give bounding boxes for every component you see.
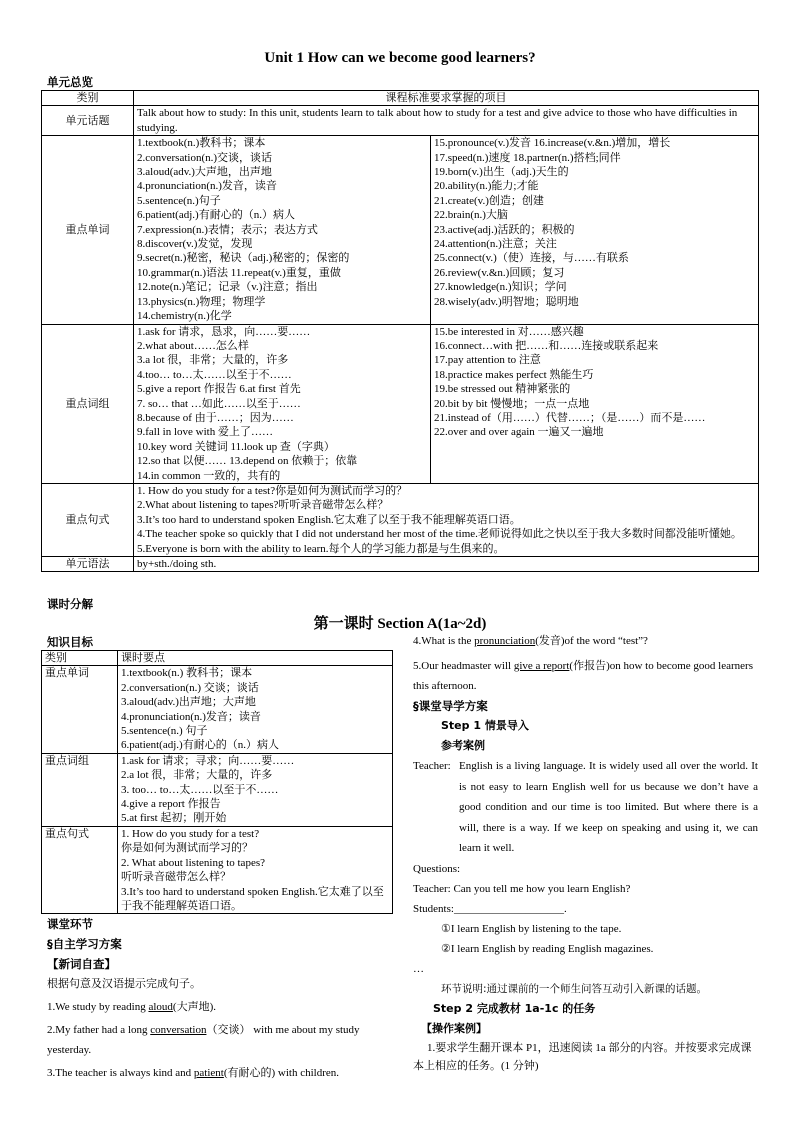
- row-label: 重点单词: [42, 666, 118, 753]
- list-item: 16.connect…with 把……和……连接或联系起来: [434, 339, 659, 352]
- list-item: 1. How do you study for a test?你是如何为测试而学习的？: [137, 484, 408, 497]
- list-item: 19.born(v.)出生（adj.)天生的: [434, 166, 569, 179]
- overview-heading: 单元总览: [47, 75, 93, 89]
- list-item: 5.sentence(n.)句子: [137, 194, 221, 207]
- list-item: 4.too… to…太……以至于不……: [137, 368, 292, 381]
- table-row: [42, 753, 393, 826]
- phrases-left: [134, 324, 431, 483]
- list-item: 15.pronounce(v.)发音 16.increase(v.&n.)增加，增长: [434, 137, 671, 150]
- list-item: 5.give a report 作报告 6.at first 首先: [137, 383, 301, 396]
- self-study-heading: §自主学习方案: [47, 937, 122, 951]
- table-row: [42, 666, 393, 753]
- list-item: 5.Everyone is born with the ability to learn.每个人的学习能力都是与生俱来的。: [137, 542, 505, 555]
- question-1: [47, 997, 397, 1017]
- row-label: 重点句式: [42, 826, 118, 913]
- words-row: [42, 136, 759, 324]
- list-item: 10.key word 关键词 11.look up 查（字典）: [137, 440, 335, 453]
- list-item: 2.What about listening to tapes?听听录音磁带怎么样？: [137, 499, 389, 512]
- list-item: 22.over and over again 一遍又一遍地: [434, 426, 604, 439]
- list-item: 4.pronunciation(n.)发音；读音: [121, 710, 261, 723]
- teacher-question: Teacher: Can you tell me how you learn English?: [413, 882, 631, 895]
- list-item: 5.sentence(n.) 句子: [121, 725, 208, 738]
- answer-2: ②I learn English by reading English magazines.: [441, 942, 654, 955]
- answer-1: ①I learn English by listening to the tape.: [441, 922, 622, 935]
- new-words-heading: 【新词自查】: [47, 957, 116, 971]
- note-text: 环节说明:通过课前的一个师生问答互动引入新课的话题。: [441, 982, 708, 995]
- list-item: 3.aloud(adv.)大声地，出声地: [137, 166, 272, 179]
- header-items: 课程标准要求掌握的项目: [134, 91, 759, 106]
- lesson-heading: 课时分解: [47, 597, 93, 611]
- list-item: 你是如何为测试而学习的？: [121, 842, 253, 855]
- sentences-cell: [134, 483, 759, 556]
- words-left: [134, 136, 431, 324]
- list-item: 25.connect(v.)（使）连接，与……有联系: [434, 252, 629, 265]
- list-item: 14.in common 一致的，共有的: [137, 469, 281, 482]
- list-item: 3.It’s too hard to understand spoken English.它太难了以至于我不能理解英语口语。: [121, 885, 384, 912]
- table-header-row: [42, 651, 393, 666]
- guide-heading: §课堂导学方案: [413, 699, 488, 713]
- q5-answer: give a report: [513, 660, 570, 672]
- q3-text: 3.The teacher is always kind and: [47, 1067, 194, 1079]
- list-item: 2. What about listening to tapes?: [121, 856, 265, 869]
- q4-answer: pronunciation: [474, 635, 536, 647]
- list-item: 20.bit by bit 慢慢地；一点一点地: [434, 397, 590, 410]
- goal-table: [41, 650, 393, 914]
- q5-hint: (作报告)on how to become good learners this afternoon.: [413, 660, 753, 692]
- sentences-row: [42, 483, 759, 556]
- list-item: 10.grammar(n.)语法 11.repeat(v.)重复，重做: [137, 266, 341, 279]
- topic-text: Talk about how to study: In this unit, students learn to talk about how to study for a test and give advice to those who have difficulties in studying.: [134, 106, 759, 136]
- list-item: 4.pronunciation(n.)发音，读音: [137, 180, 277, 193]
- question-4: [413, 631, 758, 651]
- list-item: 7.expression(n.)表情；表示；表达方式: [137, 223, 318, 236]
- step1-heading: Step 1 情景导入: [441, 719, 529, 732]
- table-header-row: [42, 91, 759, 106]
- list-item: 17.speed(n.)速度 18.partner(n.)搭档;同伴: [434, 151, 621, 164]
- list-item: 2.what about……怎么样: [137, 339, 249, 352]
- list-item: 22.brain(n.)大脑: [434, 209, 508, 222]
- list-item: 5.at first 起初；刚开始: [121, 812, 227, 825]
- list-item: 3.a lot 很，非常；大量的，许多: [137, 354, 289, 367]
- header-category: 类别: [42, 91, 134, 106]
- op-case-heading: 【操作案例】: [421, 1021, 487, 1035]
- step2-heading: Step 2 完成教材 1a-1c 的任务: [433, 1001, 596, 1015]
- list-item: 21.instead of（用……）代替……；（是……）而不是……: [434, 411, 706, 424]
- topic-label: 单元话题: [42, 106, 134, 136]
- teacher-passage: [413, 756, 758, 859]
- list-item: 9.fall in love with 爱上了……: [137, 426, 273, 439]
- row-label: 重点词组: [42, 753, 118, 826]
- questions-label: Questions:: [413, 862, 461, 875]
- right-column: [413, 631, 758, 1075]
- q3-answer: patient: [193, 1067, 224, 1079]
- list-item: 19.be stressed out 精神紧张的: [434, 383, 571, 396]
- instruction-text: 根据句意及汉语提示完成句子。: [47, 978, 201, 990]
- q4-text: 4.What is the: [413, 635, 475, 647]
- table-row: [42, 826, 393, 913]
- students-blank: Students:____________________.: [413, 902, 567, 915]
- list-item: 3.aloud(adv.)出声地；大声地: [121, 696, 256, 709]
- list-item: 1.textbook(n.)教科书；课本: [137, 137, 266, 150]
- topic-row: [42, 106, 759, 136]
- list-item: 15.be interested in 对……感兴趣: [434, 325, 584, 338]
- row-items: [118, 666, 393, 753]
- list-item: 17.pay attention to 注意: [434, 354, 541, 367]
- grammar-label: 单元语法: [42, 557, 134, 572]
- phrases-label: 重点词组: [42, 324, 134, 483]
- list-item: 12.so that 以便…… 13.depend on 依赖于；依靠: [137, 455, 358, 468]
- q5-text: 5.Our headmaster will: [413, 660, 514, 672]
- list-item: 7. so… that …如此……以至于……: [137, 397, 301, 410]
- teacher-label: Teacher:: [413, 760, 451, 772]
- unit-overview-table: [41, 90, 759, 572]
- list-item: 18.practice makes perfect 熟能生巧: [434, 368, 594, 381]
- words-label: 重点单词: [42, 136, 134, 324]
- phrases-row: [42, 324, 759, 483]
- question-5: [413, 656, 758, 696]
- question-2: [47, 1020, 397, 1060]
- list-item: 27.knowledge(n.)知识；学问: [434, 281, 567, 294]
- classroom-section: [47, 914, 397, 1083]
- list-item: 1. How do you study for a test?: [121, 827, 260, 840]
- list-item: 13.physics(n.)物理；物理学: [137, 295, 266, 308]
- list-item: 24.attention(n.)注意；关注: [434, 238, 557, 251]
- list-item: 12.note(n.)笔记；记录（v.)注意；指出: [137, 281, 318, 294]
- q4-hint: (发音)of the word “test”?: [535, 635, 648, 647]
- list-item: 3.It’s too hard to understand spoken English.它太难了以至于我不能理解英语口语。: [137, 513, 521, 526]
- words-right: [431, 136, 759, 324]
- goals-heading: 知识目标: [47, 635, 93, 649]
- q1-hint: (大声地).: [172, 1001, 216, 1013]
- classroom-heading: 课堂环节: [47, 917, 93, 931]
- q2-text: 2.My father had a long: [47, 1024, 151, 1036]
- q1-text: 1.We study by reading: [47, 1001, 149, 1013]
- list-item: 23.active(adj.)活跃的；积极的: [434, 223, 575, 236]
- list-item: 1.ask for 请求，恳求，向……要……: [137, 325, 311, 338]
- lesson-title: 第一课时 Section A(1a~2d): [313, 616, 487, 632]
- list-item: 8.because of 由于……；因为……: [137, 411, 294, 424]
- list-item: 26.review(v.&n.)回顾；复习: [434, 266, 565, 279]
- grammar-text: by+sth./doing sth.: [134, 557, 759, 572]
- row-items: [118, 826, 393, 913]
- list-item: 28.wisely(adv.)明智地；聪明地: [434, 295, 579, 308]
- list-item: 20.ability(n.)能力;才能: [434, 180, 539, 193]
- grammar-row: [42, 557, 759, 572]
- q2-hint: （交谈） with me about my study yesterday.: [47, 1024, 360, 1056]
- list-item: 6.patient(adj.)有耐心的（n.）病人: [121, 739, 279, 752]
- ellipsis: …: [413, 962, 424, 975]
- row-items: [118, 753, 393, 826]
- list-item: 14.chemistry(n.)化学: [137, 310, 232, 323]
- list-item: 2.a lot 很，非常；大量的，许多: [121, 769, 273, 782]
- question-3: [47, 1063, 397, 1083]
- list-item: 4.give a report 作报告: [121, 798, 221, 811]
- list-item: 9.secret(n.)秘密，秘诀（adj.)秘密的；保密的: [137, 252, 350, 265]
- list-item: 听听录音磁带怎么样？: [121, 871, 231, 884]
- goal-header-items: 课时要点: [118, 651, 393, 666]
- unit-title: Unit 1 How can we become good learners?: [264, 50, 536, 66]
- q3-hint: (有耐心的) with children.: [223, 1067, 340, 1079]
- list-item: 1.ask for 请求；寻求；向……要……: [121, 754, 295, 767]
- list-item: 4.The teacher spoke so quickly that I did not understand her most of the time.老师说得如此之快以至于我大多数时间都没能听懂她。: [137, 528, 742, 541]
- list-item: 6.patient(adj.)有耐心的（n.）病人: [137, 209, 295, 222]
- list-item: 3. too… to…太……以至于不……: [121, 783, 279, 796]
- goal-header-category: 类别: [42, 651, 118, 666]
- op-text: 1.要求学生翻开课本 P1，迅速阅读 1a 部分的内容。并按要求完成课本上相应的任务。(1 分钟): [413, 1041, 752, 1072]
- q1-answer: aloud: [148, 1001, 173, 1013]
- phrases-right: [431, 324, 759, 483]
- teacher-text: English is a living language. It is widely used all over the world. It is not easy to learn English well for us because we don’t have a good condition and our time is too limited. But where there is a will, there is a way. If we keep on speaking and using it, we can learn it well.: [459, 760, 758, 854]
- reference-heading: 参考案例: [441, 739, 485, 752]
- q2-answer: conversation: [150, 1024, 207, 1036]
- list-item: 8.discover(v.)发觉，发现: [137, 238, 253, 251]
- list-item: 21.create(v.)创造；创建: [434, 194, 544, 207]
- list-item: 1.textbook(n.) 教科书；课本: [121, 667, 253, 680]
- list-item: 2.conversation(n.) 交谈；谈话: [121, 681, 259, 694]
- sentences-label: 重点句式: [42, 483, 134, 556]
- list-item: 2.conversation(n.)交谈，谈话: [137, 151, 273, 164]
